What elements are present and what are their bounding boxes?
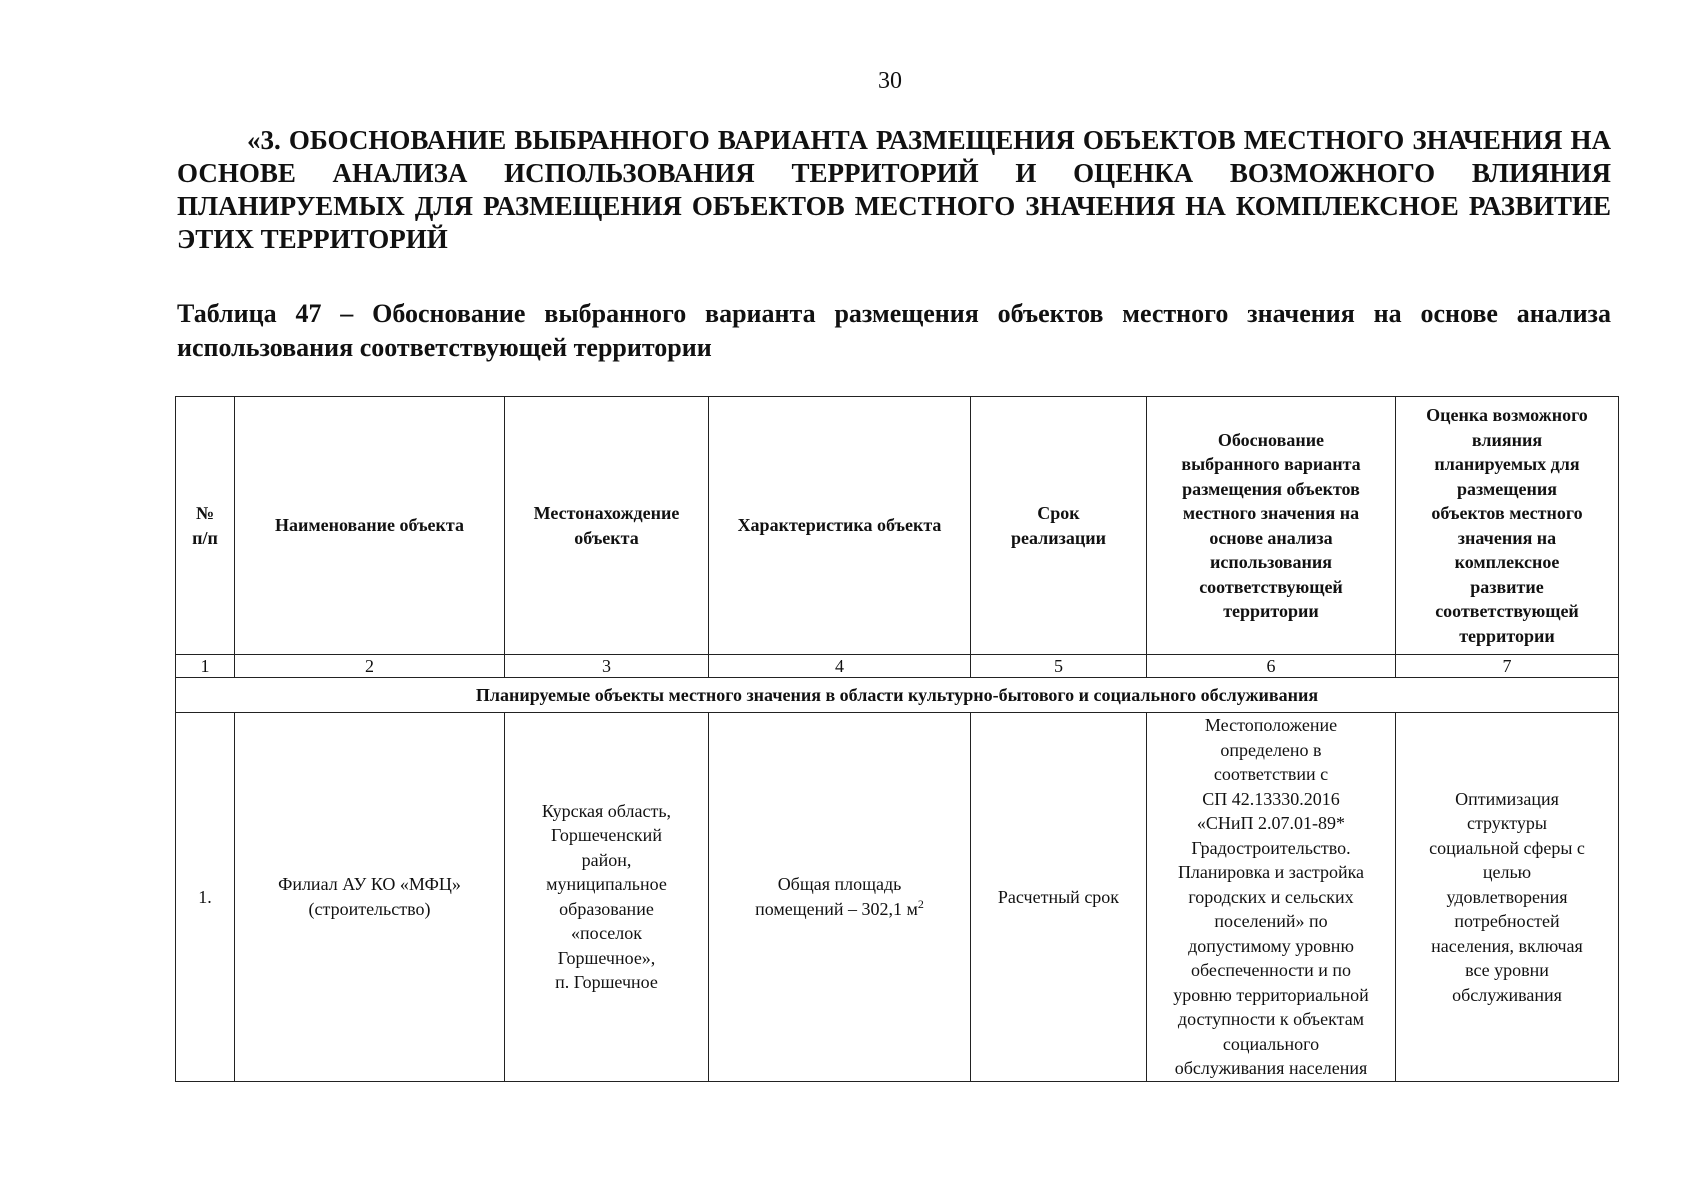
column-numbers-row — [176, 655, 1619, 678]
column-number: 4 — [709, 655, 971, 678]
cell-location: Курская область, Горшеченский район, муниципальное образование «поселок Горшечное», п. Горшечное — [505, 713, 709, 1082]
table-caption: Таблица 47 – Обоснование выбранного варианта размещения объектов местного значения на основе анализа использования соответствующей территории — [177, 299, 1611, 362]
characteristic-superscript: 2 — [917, 896, 924, 911]
column-number: 2 — [235, 655, 505, 678]
cell-num: 1. — [176, 713, 235, 1082]
cell-characteristic — [709, 713, 971, 1082]
cell-term: Расчетный срок — [971, 713, 1147, 1082]
section-title: Планируемые объекты местного значения в области культурно-бытового и социального обслуживания — [176, 678, 1619, 713]
header-location: Местонахождение объекта — [505, 397, 709, 655]
cell-name: Филиал АУ КО «МФЦ» (строительство) — [235, 713, 505, 1082]
header-assessment: Оценка возможного влияния планируемых для размещения объектов местного значения на комплексное развитие соответствующей территории — [1396, 397, 1619, 655]
cell-assessment: Оптимизация структуры социальной сферы с целью удовлетворения потребностей населения, включая все уровни обслуживания — [1396, 713, 1619, 1082]
column-number: 5 — [971, 655, 1147, 678]
header-justification: Обоснование выбранного варианта размещения объектов местного значения на основе анализа использования соответствующей территории — [1147, 397, 1396, 655]
header-characteristic: Характеристика объекта — [709, 397, 971, 655]
header-name: Наименование объекта — [235, 397, 505, 655]
header-term: Срок реализации — [971, 397, 1147, 655]
section-row — [176, 678, 1619, 713]
header-row — [176, 397, 1619, 655]
characteristic-text: Общая площадь помещений – 302,1 м — [755, 874, 918, 919]
header-num: № п/п — [176, 397, 235, 655]
section-heading: «3. ОБОСНОВАНИЕ ВЫБРАННОГО ВАРИАНТА РАЗМЕЩЕНИЯ ОБЪЕКТОВ МЕСТНОГО ЗНАЧЕНИЯ НА ОСНОВЕ АНАЛИЗА ИСПОЛЬЗОВАНИЯ ТЕРРИТОРИЙ И ОЦЕНКА ВОЗМОЖНОГО ВЛИЯНИЯ ПЛАНИРУЕМЫХ ДЛЯ РАЗМЕЩЕНИЯ ОБЪЕКТОВ МЕСТНОГО ЗНАЧЕНИЯ НА КОМПЛЕКСНОЕ РАЗВИТИЕ ЭТИХ ТЕРРИТОРИЙ — [177, 125, 1611, 254]
objects-table — [175, 396, 1619, 1082]
column-number: 7 — [1396, 655, 1619, 678]
cell-justification: Местоположение определено в соответствии с СП 42.13330.2016 «СНиП 2.07.01-89* Градостроительство. Планировка и застройка городских и сельских поселений» по допустимому уровню обеспеченности и по уровню территориальной доступности к объектам социального обслуживания населения — [1147, 713, 1396, 1082]
column-number: 6 — [1147, 655, 1396, 678]
column-number: 1 — [176, 655, 235, 678]
page-number: 30 — [878, 68, 902, 94]
table-row — [176, 713, 1619, 1082]
column-number: 3 — [505, 655, 709, 678]
